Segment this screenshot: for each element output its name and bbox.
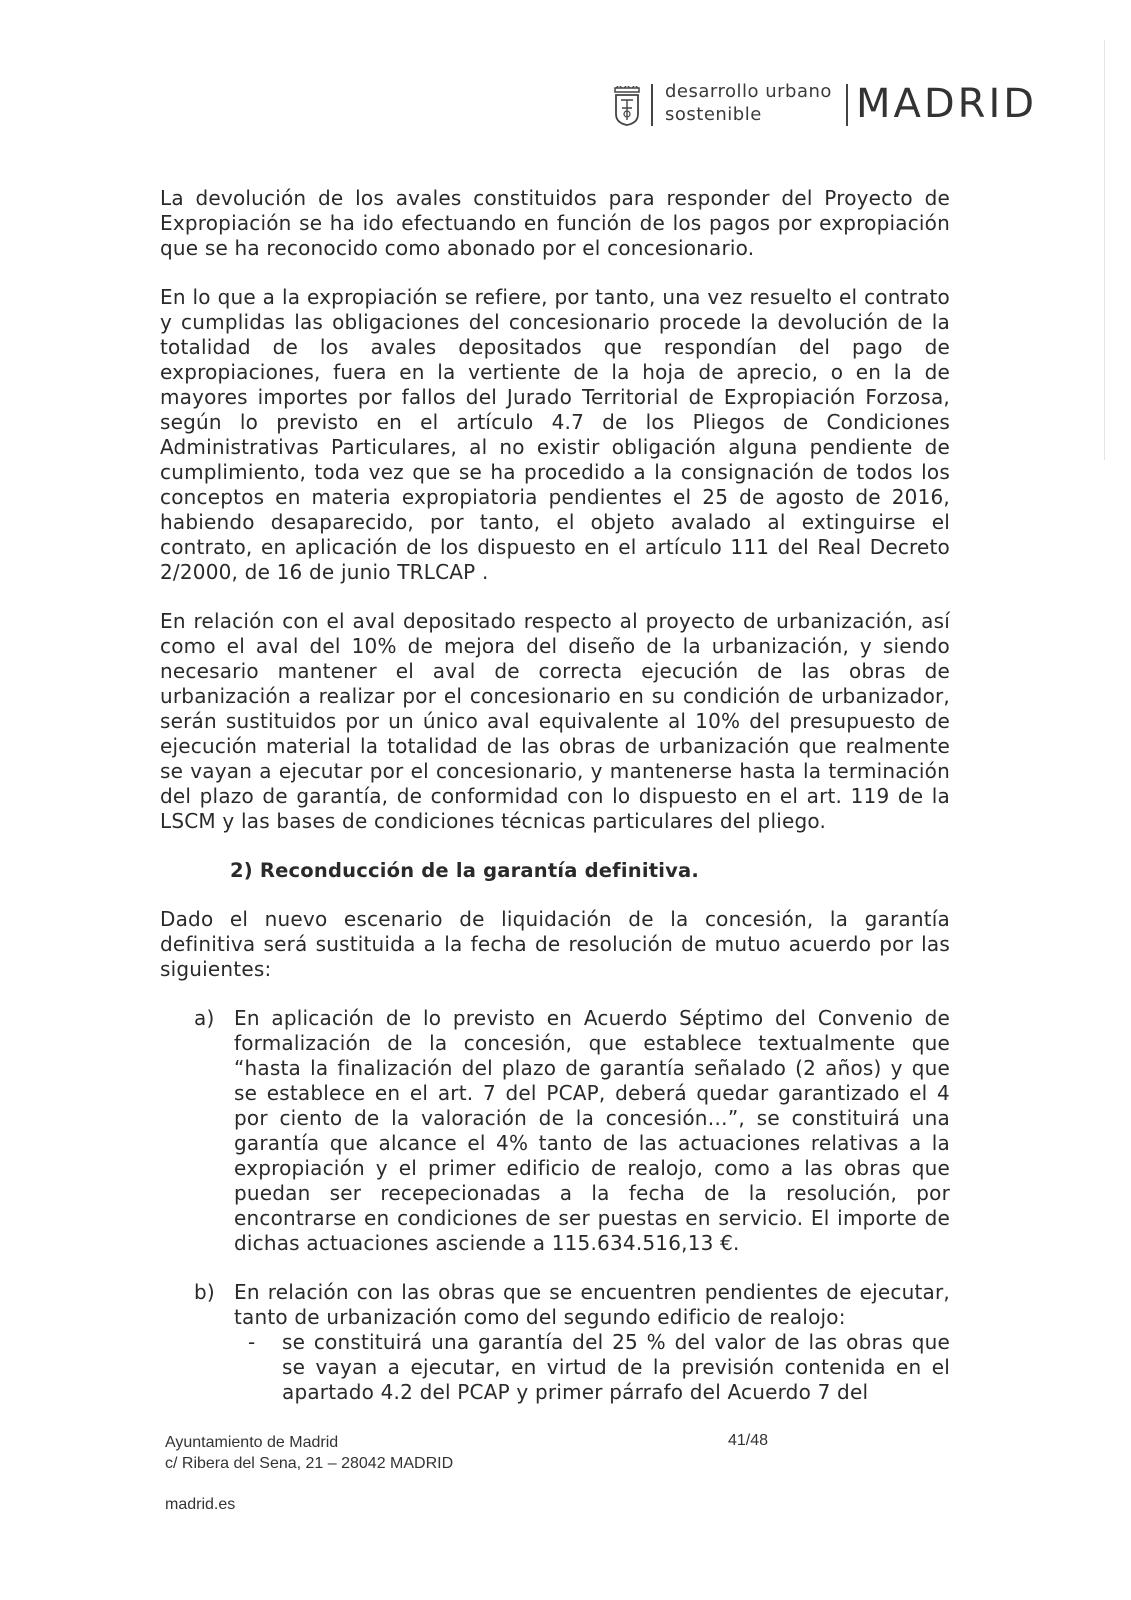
- list-marker: a): [194, 1006, 215, 1030]
- footer-organization: Ayuntamiento de Madrid: [165, 1434, 339, 1451]
- document-body: [160, 186, 950, 1405]
- dash-marker: -: [248, 1330, 256, 1354]
- header-divider: [846, 84, 848, 126]
- page-header: [610, 80, 1038, 136]
- list-item: [160, 1280, 950, 1405]
- footer-website: madrid.es: [165, 1496, 236, 1513]
- page-number: 41/48: [728, 1432, 769, 1449]
- page-footer: [165, 1432, 965, 1474]
- paragraph-aval-return: La devolución de los avales constituidos para responder del Proyecto de Expropiación se ha ido efectuando en función de los pagos por expropiación que se ha reconocido como abonado por el concesionario.: [160, 186, 950, 260]
- paragraph-expropiation: En lo que a la expropiación se refiere, por tanto, una vez resuelto el contrato y cumplidas las obligaciones del concesionario procede la devolución de la totalidad de los avales depositados que respondían del pago de expropiaciones, fuera en la vertiente de la hoja de aprecio, o en la de mayores importes por fallos del Jurado Territorial de Expropiación Forzosa, según lo previsto en el artículo 4.7 de los Pliegos de Condiciones Administrativas Particulares, al no existir obligación alguna pendiente de cumplimiento, toda vez que se ha procedido a la consignación de todos los conceptos en materia expropiatoria pendientes el 25 de agosto de 2016, habiendo desaparecido, por tanto, el objeto avalado al extinguirse el contrato, en aplicación de los dispuesto en el artículo 111 del Real Decreto 2/2000, de 16 de junio TRLCAP .: [160, 285, 950, 584]
- department-name: [665, 80, 832, 126]
- paragraph-urbanization-aval: En relación con el aval depositado respecto al proyecto de urbanización, así como el aval del 10% de mejora del diseño de la urbanización, y siendo necesario mantener el aval de correcta ejecución de las obras de urbanización a realizar por el concesionario en su condición de urbanizador, serán sustituidos por un único aval equivalente al 10% del presupuesto de ejecución material la totalidad de las obras de urbanización que realmente se vayan a ejecutar por el concesionario, y mantenerse hasta la terminación del plazo de garantía, de conformidad con lo dispuesto en el art. 119 de la LSCM y las bases de condiciones técnicas particulares del pliego.: [160, 609, 950, 833]
- sub-list-item: [234, 1330, 950, 1405]
- sub-list-item-text: se constituirá una garantía del 25 % del valor de las obras que se vayan a ejecutar, en virtud de la previsión contenida en el apartado 4.2 del PCAP y primer párrafo del Acuerdo 7 del: [282, 1330, 950, 1404]
- list-item: [160, 1006, 950, 1256]
- list-item-text: En relación con las obras que se encuentren pendientes de ejecutar, tanto de urbanización como del segundo edificio de realojo:: [234, 1280, 950, 1329]
- brand-wordmark: MADRID: [856, 81, 1038, 127]
- header-divider: [651, 84, 653, 126]
- section-heading: 2) Reconducción de la garantía definitiva.: [230, 859, 699, 882]
- list-item-text: En aplicación de lo previsto en Acuerdo Séptimo del Convenio de formalización de la concesión, que establece textualmente que “hasta la finalización del plazo de garantía señalado (2 años) y que se establece en el art. 7 del PCAP, deberá quedar garantizado el 4 por ciento de la valoración de la concesión…”, se constituirá una garantía que alcance el 4% tanto de las actuaciones relativas a la expropiación y el primer edificio de realojo, como a las obras que puedan ser recepecionadas a la fecha de la resolución, por encontrarse en condiciones de ser puestas en servicio. El importe de dichas actuaciones asciende a 115.634.516,13 €.: [234, 1006, 950, 1255]
- madrid-crest-icon: [613, 86, 641, 126]
- footer-address: c/ Ribera del Sena, 21 – 28042 MADRID: [165, 1455, 454, 1472]
- list-marker: b): [194, 1280, 215, 1304]
- scan-edge-artifact: [1104, 40, 1105, 460]
- paragraph-new-scenario: Dado el nuevo escenario de liquidación de la concesión, la garantía definitiva será sustituida a la fecha de resolución de mutuo acuerdo por las siguientes:: [160, 907, 950, 981]
- department-line-1: desarrollo urbano: [665, 81, 832, 102]
- department-line-2: sostenible: [665, 104, 762, 125]
